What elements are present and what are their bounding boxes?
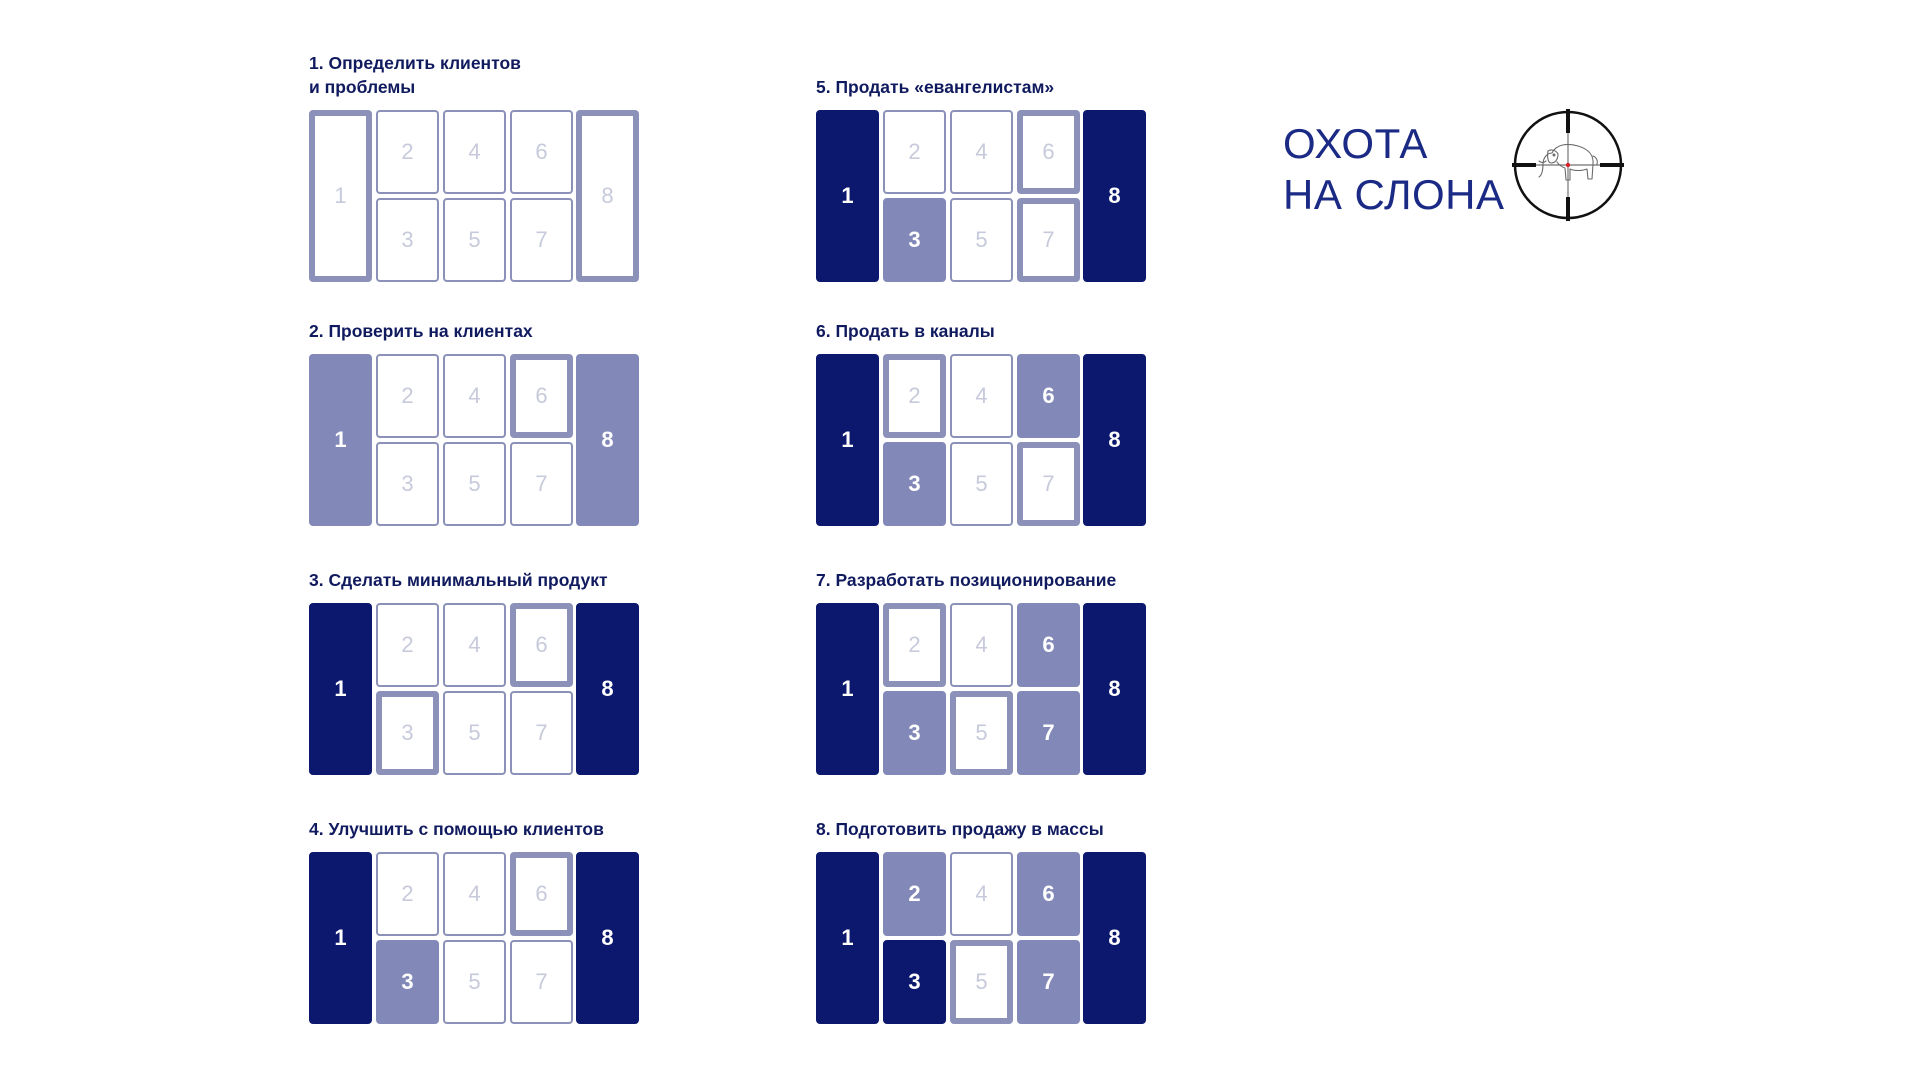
step-cell-3: 3 [376, 198, 439, 282]
step-cell-7: 7 [510, 691, 573, 775]
step-cell-7: 7 [510, 940, 573, 1024]
step-cell-1: 1 [309, 354, 372, 526]
elephant-in-crosshair-icon [1512, 109, 1624, 221]
step-cell-8: 8 [1083, 110, 1146, 282]
step-panel-2 [309, 321, 639, 526]
step-cell-1: 1 [816, 354, 879, 526]
step-grid [309, 603, 639, 775]
step-cell-2: 2 [883, 852, 946, 936]
step-cell-6: 6 [510, 852, 573, 936]
step-cell-6: 6 [510, 603, 573, 687]
step-cell-7: 7 [1017, 442, 1080, 526]
step-panel-4 [309, 819, 639, 1024]
step-panel-1 [309, 53, 639, 282]
step-cell-7: 7 [510, 198, 573, 282]
step-grid [309, 852, 639, 1024]
step-title: 8. Подготовить продажу в массы [816, 819, 1104, 839]
step-cell-4: 4 [443, 603, 506, 687]
step-cell-5: 5 [443, 442, 506, 526]
step-cell-7: 7 [1017, 940, 1080, 1024]
step-cell-3: 3 [883, 940, 946, 1024]
step-title: 1. Определить клиентов и проблемы [309, 53, 521, 97]
step-cell-1: 1 [309, 110, 372, 282]
step-cell-5: 5 [443, 198, 506, 282]
step-cell-7: 7 [1017, 691, 1080, 775]
step-cell-1: 1 [816, 603, 879, 775]
step-cell-8: 8 [1083, 354, 1146, 526]
step-cell-5: 5 [950, 198, 1013, 282]
step-title: 6. Продать в каналы [816, 321, 995, 341]
step-grid [816, 110, 1146, 282]
step-cell-3: 3 [376, 442, 439, 526]
step-cell-4: 4 [950, 852, 1013, 936]
step-grid [816, 852, 1146, 1024]
step-cell-4: 4 [443, 110, 506, 194]
step-cell-6: 6 [1017, 354, 1080, 438]
step-cell-3: 3 [883, 691, 946, 775]
step-cell-7: 7 [1017, 198, 1080, 282]
step-cell-1: 1 [309, 603, 372, 775]
step-cell-5: 5 [950, 940, 1013, 1024]
step-cell-8: 8 [576, 110, 639, 282]
step-cell-8: 8 [576, 603, 639, 775]
step-cell-8: 8 [1083, 603, 1146, 775]
step-panel-5 [816, 77, 1146, 282]
step-cell-8: 8 [576, 354, 639, 526]
step-cell-1: 1 [816, 852, 879, 1024]
step-cell-4: 4 [443, 852, 506, 936]
step-cell-5: 5 [950, 691, 1013, 775]
step-cell-2: 2 [376, 110, 439, 194]
step-panel-3 [309, 570, 639, 775]
step-cell-5: 5 [950, 442, 1013, 526]
step-title: 7. Разработать позиционирование [816, 570, 1117, 590]
step-cell-6: 6 [510, 354, 573, 438]
step-cell-5: 5 [443, 940, 506, 1024]
step-cell-2: 2 [883, 354, 946, 438]
step-cell-6: 6 [1017, 110, 1080, 194]
step-cell-6: 6 [1017, 603, 1080, 687]
step-grid [309, 110, 639, 282]
step-cell-8: 8 [576, 852, 639, 1024]
step-cell-6: 6 [1017, 852, 1080, 936]
step-cell-4: 4 [950, 603, 1013, 687]
step-title: 2. Проверить на клиентах [309, 321, 533, 341]
step-grid [309, 354, 639, 526]
step-cell-4: 4 [443, 354, 506, 438]
logo-title [1283, 118, 1505, 220]
step-cell-2: 2 [376, 354, 439, 438]
step-panel-8 [816, 819, 1146, 1024]
step-cell-2: 2 [376, 852, 439, 936]
step-cell-2: 2 [376, 603, 439, 687]
step-cell-4: 4 [950, 354, 1013, 438]
step-cell-3: 3 [376, 940, 439, 1024]
step-title: 3. Сделать минимальный продукт [309, 570, 608, 590]
step-cell-5: 5 [443, 691, 506, 775]
step-panel-7 [816, 570, 1146, 775]
step-title: 5. Продать «евангелистам» [816, 77, 1055, 97]
step-cell-1: 1 [309, 852, 372, 1024]
step-cell-8: 8 [1083, 852, 1146, 1024]
step-grid [816, 603, 1146, 775]
step-cell-4: 4 [950, 110, 1013, 194]
step-cell-2: 2 [883, 110, 946, 194]
step-title: 4. Улучшить с помощью клиентов [309, 819, 604, 839]
step-cell-2: 2 [883, 603, 946, 687]
step-cell-1: 1 [816, 110, 879, 282]
step-cell-7: 7 [510, 442, 573, 526]
step-cell-3: 3 [883, 198, 946, 282]
step-cell-3: 3 [883, 442, 946, 526]
step-grid [816, 354, 1146, 526]
logo-line-2: НА СЛОНА [1283, 171, 1505, 218]
step-cell-3: 3 [376, 691, 439, 775]
step-panel-6 [816, 321, 1146, 526]
logo-line-1: ОХОТА [1283, 120, 1428, 167]
step-cell-6: 6 [510, 110, 573, 194]
